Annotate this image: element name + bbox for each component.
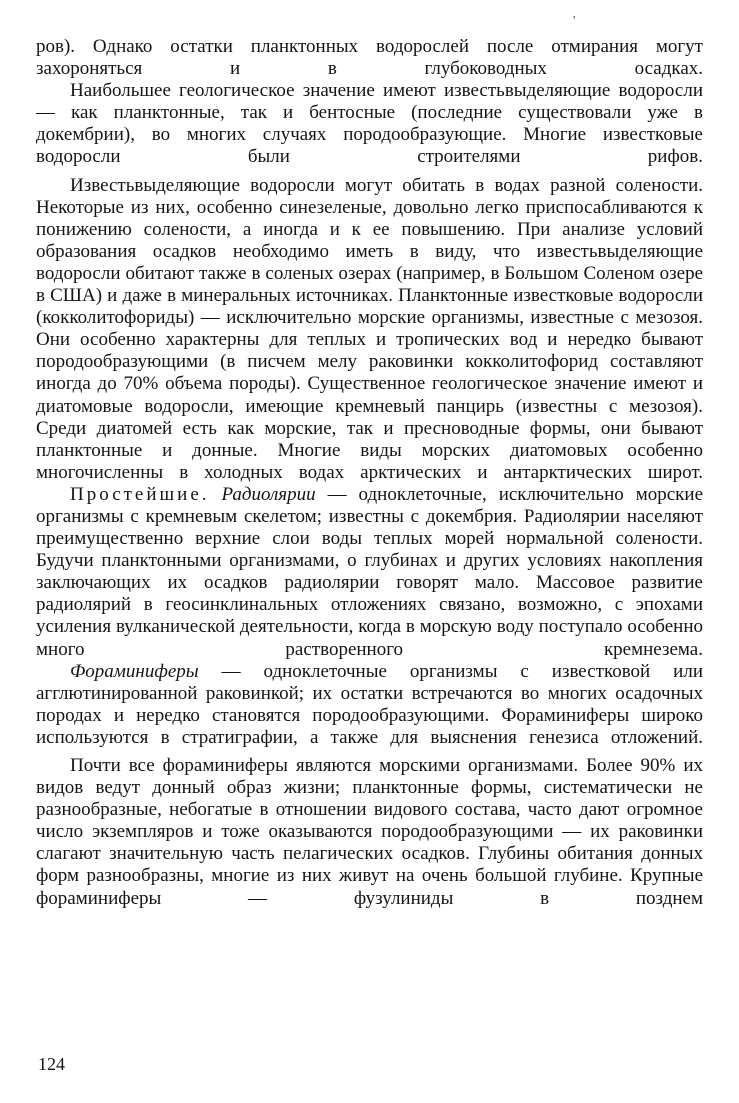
paragraph-foraminifera-habitat bbox=[36, 755, 703, 910]
paragraph-4-text: — одноклеточные, исключительно морские организмы с кремневым скелетом; известны с докембрия. Радиолярии населяют преимущественно верхние слои воды теплых морей нормальной солености. Будучи планктонными организмами, о глубинах и других условиях накопления заключающих их осадков радиолярии говорят мало. Массовое развитие радиолярий в геосинклинальных отложениях связано, возможно, с эпохами усиления вулканической деятельности, когда в морскую воду поступало особенно много растворенного кремнезема. bbox=[36, 483, 704, 660]
section-lead-protozoa: Простейшие. bbox=[70, 483, 210, 505]
term-foraminifera: Фораминиферы bbox=[70, 660, 199, 682]
paragraph-algae-significance bbox=[36, 80, 703, 168]
paragraph-2-text: Наибольшее геологическое значение имеют известьвыделяющие водоросли — как планктонные, так и бентосные (последние существовали уже в докембрии), во многих случаях породообразующие. Многие известковые водоросли были строителями рифов. bbox=[36, 80, 703, 168]
paragraph-5-text: — одноклеточные организмы с известковой или агглютинированной раковинкой; их остатки встречаются во многих осадочных породах и нередко становятся породообразующими. Фораминиферы широко используются в стратиграфии, а также для выяснения генезиса отложений. bbox=[36, 660, 703, 748]
paragraph-foraminifera bbox=[36, 661, 703, 749]
page-body bbox=[36, 36, 703, 910]
corner-mark: ' bbox=[573, 14, 576, 29]
paragraph-6-text: Почти все фораминиферы являются морскими организмами. Более 90% их видов ведут донный образ жизни; планктонные формы, систематически не разнообразные, небогатые в отношении видового состава, часто дают огромное число экземпляров и тоже оказываются породообразующими — их раковинки слагают значительную часть пелагических осадков. Глубины обитания донных форм разнообразны, многие из них живут на очень большой глубине. Крупные фораминиферы — фузулиниды в позднем bbox=[36, 755, 703, 909]
paragraph-algae-salinity bbox=[36, 175, 703, 484]
paragraph-continuation bbox=[36, 36, 703, 80]
paragraph-radiolaria bbox=[36, 484, 703, 661]
paragraph-3-text: Известьвыделяющие водоросли могут обитать в водах разной солености. Некоторые из них, особенно синезеленые, довольно легко приспосабливаются к понижению солености, а иногда и к ее повышению. При анализе условий образования осадков необходимо иметь в виду, что известьвыделяющие водоросли обитают также в соленых озерах (например, в Большом Соленом озере в США) и даже в минеральных источниках. Планктонные известковые водоросли (кокколитофориды) — исключительно морские организмы, известные с мезозоя. Они особенно характерны для теплых и тропических вод и нередко бывают породообразующими (в писчем мелу раковинки кокколитофорид составляют иногда до 70% объема породы). Существенное геологическое значение имеют и диатомовые водоросли, имеющие кремневый панцирь (известны с мезозоя). Среди диатомей есть как морские, так и пресноводные формы, они бывают планктонные и донные. Многие виды морских диатомовых особенно многочисленны в холодных водах арктических и антарктических широт. bbox=[36, 174, 703, 483]
term-radiolaria: Радиолярии bbox=[221, 483, 316, 505]
page-number: 124 bbox=[38, 1054, 65, 1074]
paragraph-1-text: ров). Однако остатки планктонных водорослей после отмирания могут захороняться и в глубоководных осадках. bbox=[36, 36, 703, 80]
